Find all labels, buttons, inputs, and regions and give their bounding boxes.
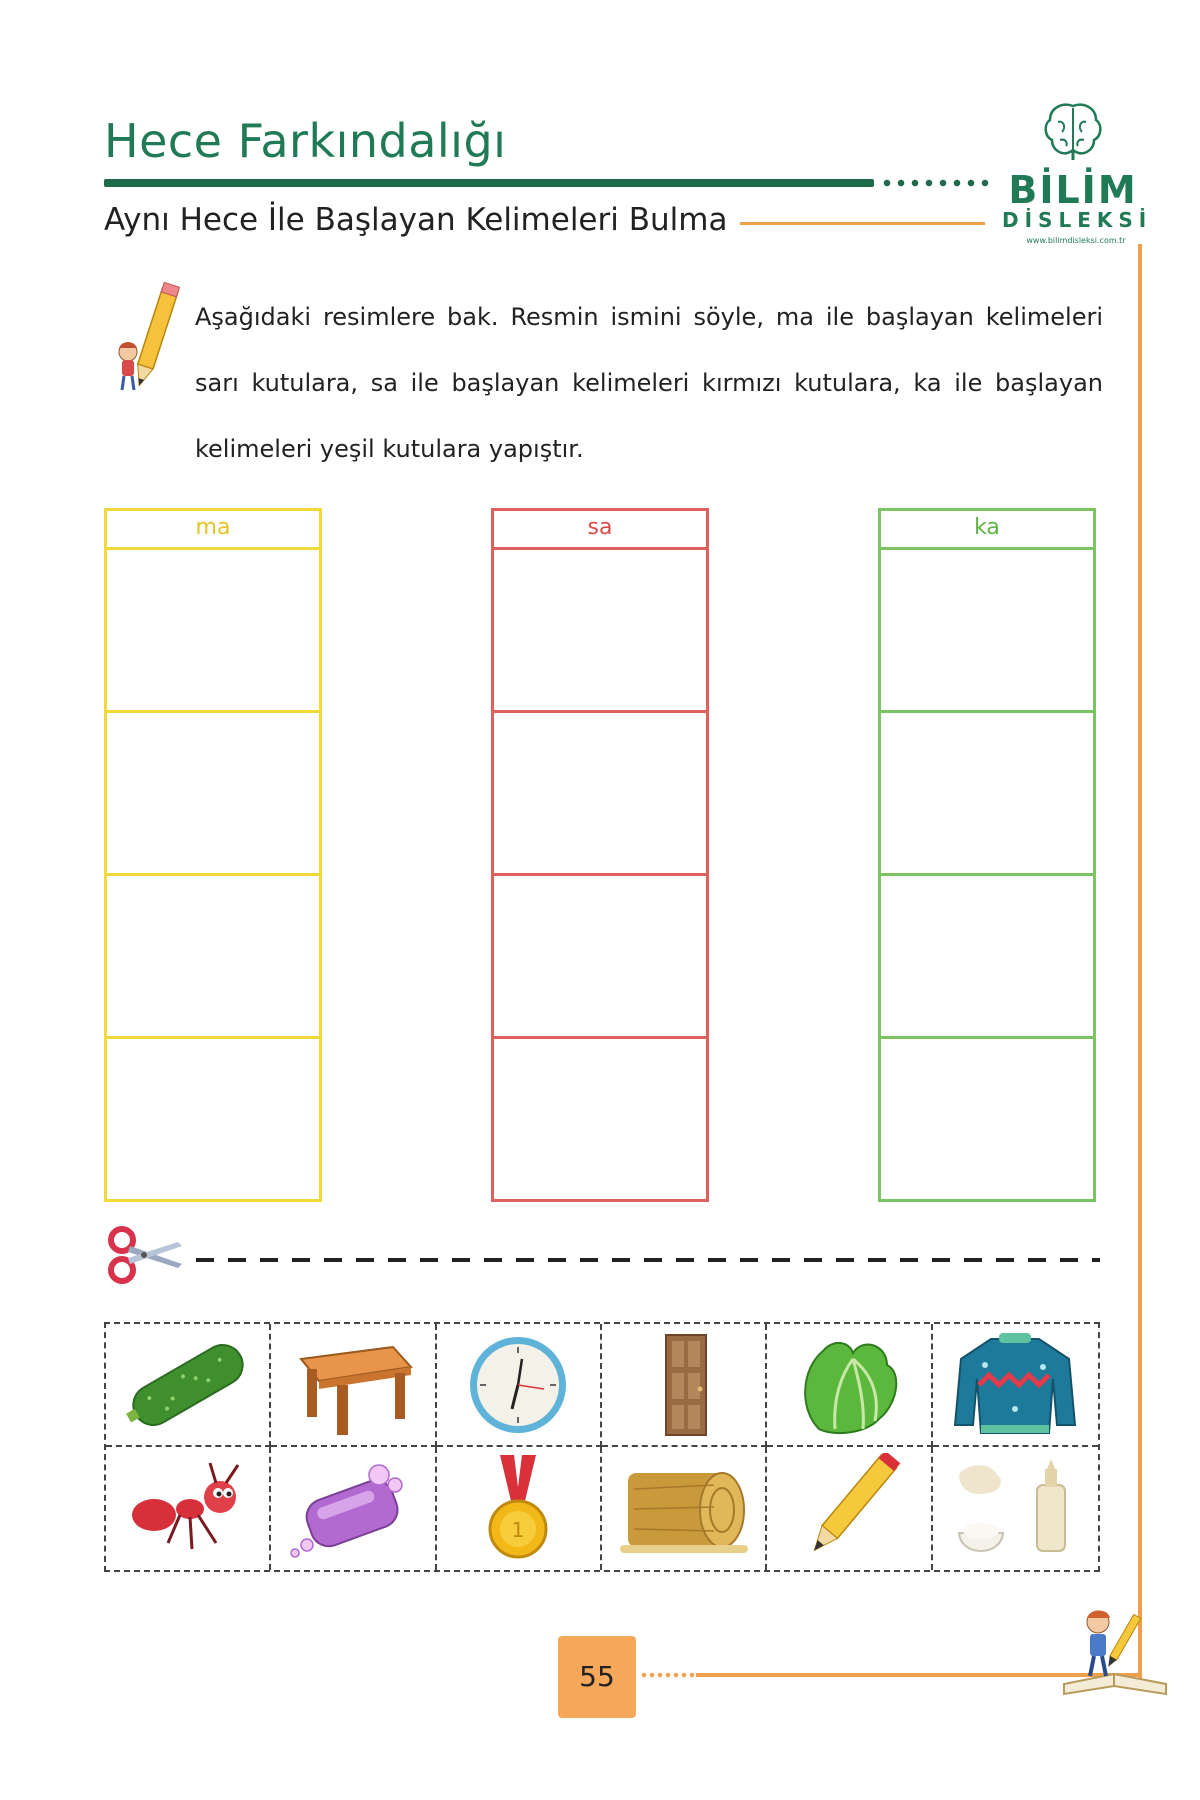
logo-sub-text: DİSLEKSİ [1002, 208, 1153, 232]
title-underline [104, 179, 874, 187]
frame-dotted-trail [640, 1672, 696, 1678]
brain-logo-icon [1040, 100, 1106, 162]
cut-line [196, 1258, 1100, 1262]
scissors-icon [104, 1224, 186, 1286]
ant-icon [118, 1453, 258, 1565]
drop-box-sa-4[interactable] [491, 1039, 709, 1202]
pencil-icon [779, 1453, 919, 1565]
picture-card-medal[interactable] [437, 1447, 602, 1570]
picture-card-soap[interactable] [271, 1447, 436, 1570]
title-dotted-trail [880, 179, 990, 187]
drop-box-ka-2[interactable] [878, 713, 1096, 876]
drop-box-ka-3[interactable] [878, 876, 1096, 1039]
drop-box-ma-2[interactable] [104, 713, 322, 876]
sweater-icon [945, 1329, 1085, 1441]
clock-icon [448, 1329, 588, 1441]
page-number-badge: 55 [558, 1636, 636, 1718]
picture-card-clock[interactable] [437, 1324, 602, 1447]
picture-card-pencil[interactable] [767, 1447, 932, 1570]
soap-icon [283, 1453, 423, 1565]
picture-card-lettuce[interactable] [767, 1324, 932, 1447]
picture-card-table[interactable] [271, 1324, 436, 1447]
kid-on-book-icon [1056, 1600, 1174, 1700]
picture-card-ant[interactable] [106, 1447, 271, 1570]
column-sa [491, 508, 709, 1202]
column-header-ma: ma [104, 508, 322, 550]
pencil-kid-icon [104, 280, 184, 398]
svg-text:1: 1 [511, 1517, 525, 1542]
table-icon [283, 1329, 423, 1441]
column-ka [878, 508, 1096, 1202]
page-subtitle: Aynı Hece İle Başlayan Kelimeleri Bulma [104, 202, 728, 238]
drop-box-ka-4[interactable] [878, 1039, 1096, 1202]
door-icon [614, 1329, 754, 1441]
cutout-picture-grid [104, 1322, 1100, 1572]
hay-bale-icon [614, 1453, 754, 1565]
drop-box-ka-1[interactable] [878, 550, 1096, 713]
drop-box-sa-3[interactable] [491, 876, 709, 1039]
picture-card-flour-and-glue[interactable] [933, 1447, 1098, 1570]
column-ma [104, 508, 322, 1202]
drop-box-sa-2[interactable] [491, 713, 709, 876]
page-title: Hece Farkındalığı [104, 114, 507, 168]
logo-brand-text: BİLİM [1008, 168, 1138, 212]
cucumber-icon [118, 1329, 258, 1441]
lettuce-icon [779, 1329, 919, 1441]
picture-card-door[interactable] [602, 1324, 767, 1447]
picture-card-hay-bale[interactable] [602, 1447, 767, 1570]
drop-box-ma-1[interactable] [104, 550, 322, 713]
drop-box-ma-4[interactable] [104, 1039, 322, 1202]
frame-vertical-rule [1138, 244, 1142, 1684]
logo-url-text: www.bilimdisleksi.com.tr [1026, 236, 1126, 245]
flour-and-glue-icon [945, 1453, 1085, 1565]
instructions-text: Aşağıdaki resimlere bak. Resmin ismini söyle, ma ile başlayan kelimeleri sarı kutulara, sa ile başlayan kelimeleri kırmızı kutulara, ka ile başlayan kelimeleri yeşil kutulara yapıştır. [195, 303, 1103, 463]
picture-card-cucumber[interactable] [106, 1324, 271, 1447]
column-header-ka: ka [878, 508, 1096, 550]
subtitle-rule [740, 222, 985, 225]
drop-box-ma-3[interactable] [104, 876, 322, 1039]
picture-card-sweater[interactable] [933, 1324, 1098, 1447]
column-header-sa: sa [491, 508, 709, 550]
medal-icon [448, 1453, 588, 1565]
drop-box-sa-1[interactable] [491, 550, 709, 713]
